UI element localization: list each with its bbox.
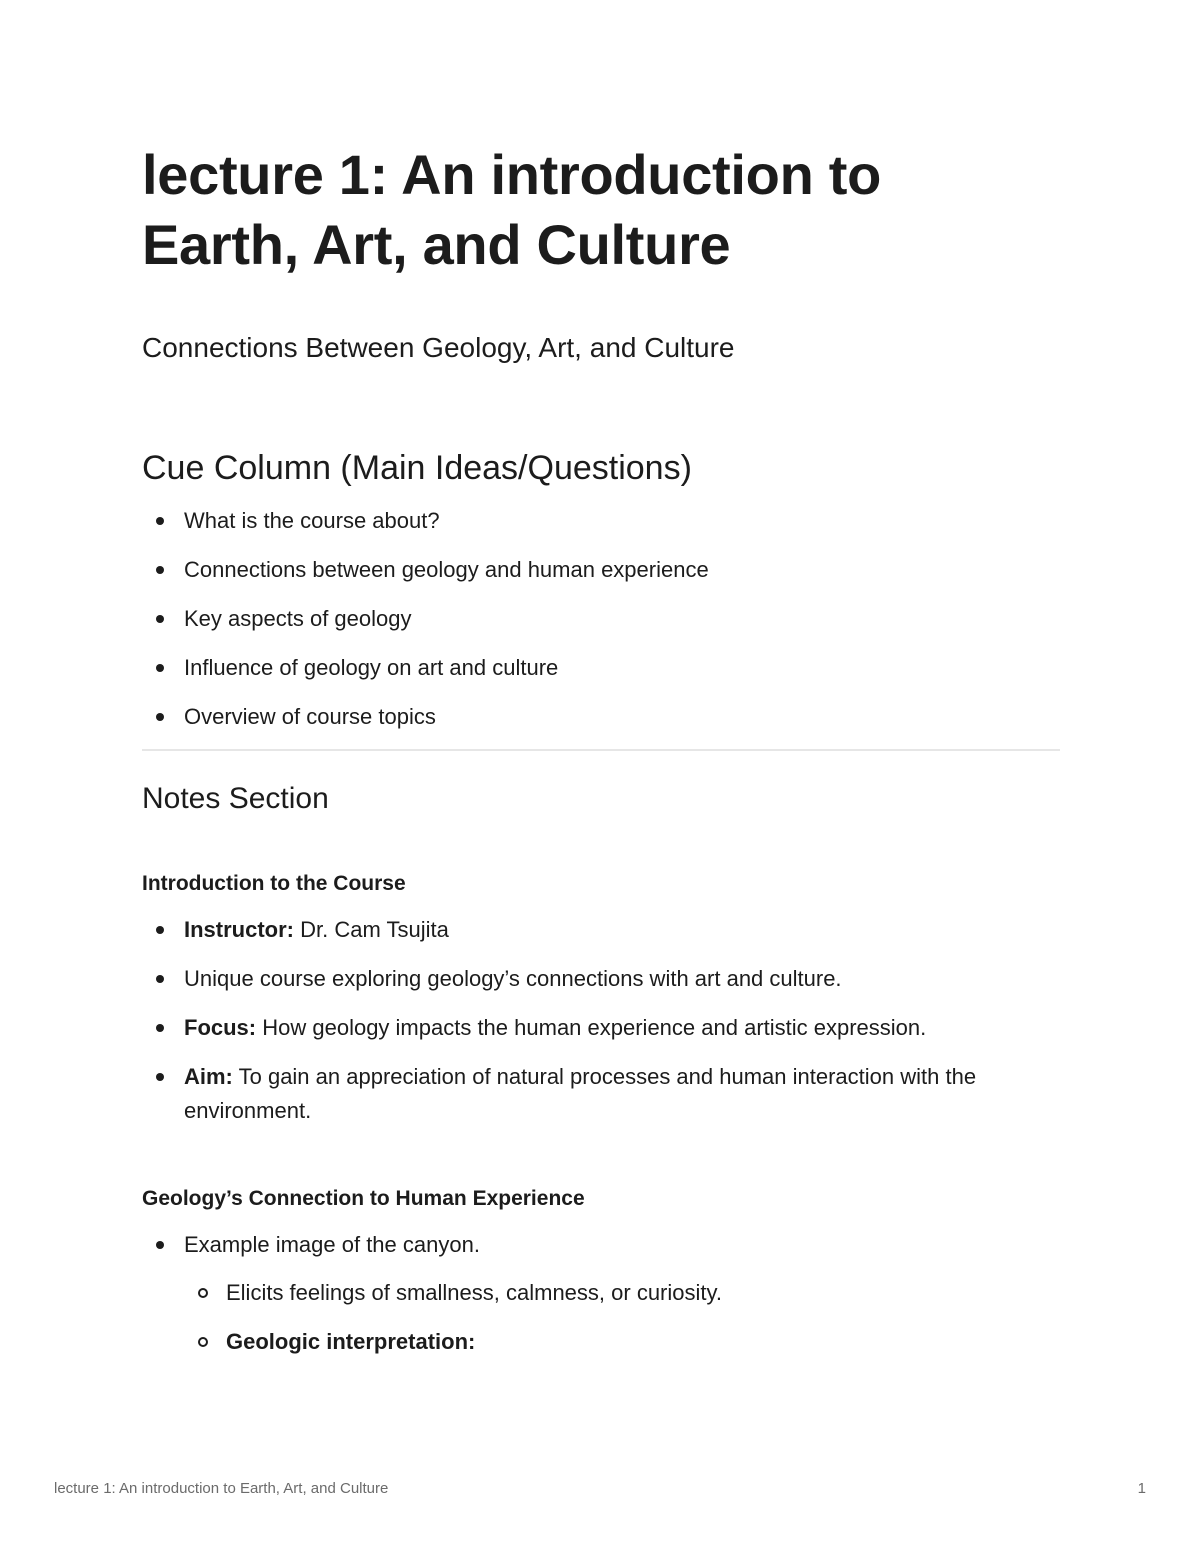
interpretation-label: Geologic interpretation: (226, 1329, 476, 1354)
footer-title: lecture 1: An introduction to Earth, Art, and Culture (54, 1480, 389, 1497)
document-title (142, 140, 1060, 280)
focus-text: How geology impacts the human experience and artistic expression. (256, 1015, 927, 1040)
list-item: What is the course about? (142, 504, 1060, 538)
focus-label: Focus: (184, 1015, 257, 1040)
list-item: Key aspects of geology (142, 602, 1060, 636)
sub-list-item: Elicits feelings of smallness, calmness, or curiosity. (184, 1276, 1060, 1310)
human-experience-heading: Geology’s Connection to Human Experience (142, 1187, 585, 1210)
instructor-label: Instructor: (184, 917, 294, 942)
intro-list (142, 913, 1060, 1128)
cue-column-heading: Cue Column (Main Ideas/Questions) (142, 449, 692, 487)
list-item (142, 913, 1060, 947)
intro-heading: Introduction to the Course (142, 872, 406, 895)
title-line-1: lecture 1: An introduction to (142, 143, 881, 206)
list-item: Overview of course topics (142, 700, 1060, 734)
list-item (142, 1011, 1060, 1045)
instructor-text: Dr. Cam Tsujita (294, 917, 449, 942)
sub-list-item (184, 1325, 1060, 1359)
title-line-2: Earth, Art, and Culture (142, 213, 731, 276)
document-subtitle: Connections Between Geology, Art, and Culture (142, 332, 735, 363)
document-page (142, 140, 1060, 1374)
aim-label: Aim: (184, 1064, 233, 1089)
list-item (142, 1228, 1060, 1359)
notes-section-heading: Notes Section (142, 782, 329, 815)
list-item: Unique course exploring geology’s connections with art and culture. (142, 962, 1060, 996)
sub-list (184, 1276, 1060, 1359)
section-divider (142, 749, 1060, 751)
human-experience-list (142, 1228, 1060, 1359)
list-item (142, 1060, 1060, 1128)
page-number: 1 (1137, 1480, 1146, 1497)
cue-column-list (142, 504, 1060, 734)
list-item: Influence of geology on art and culture (142, 651, 1060, 685)
aim-text: To gain an appreciation of natural processes and human interaction with the environment. (184, 1064, 977, 1123)
example-text: Example image of the canyon. (184, 1232, 480, 1257)
list-item: Connections between geology and human experience (142, 553, 1060, 587)
